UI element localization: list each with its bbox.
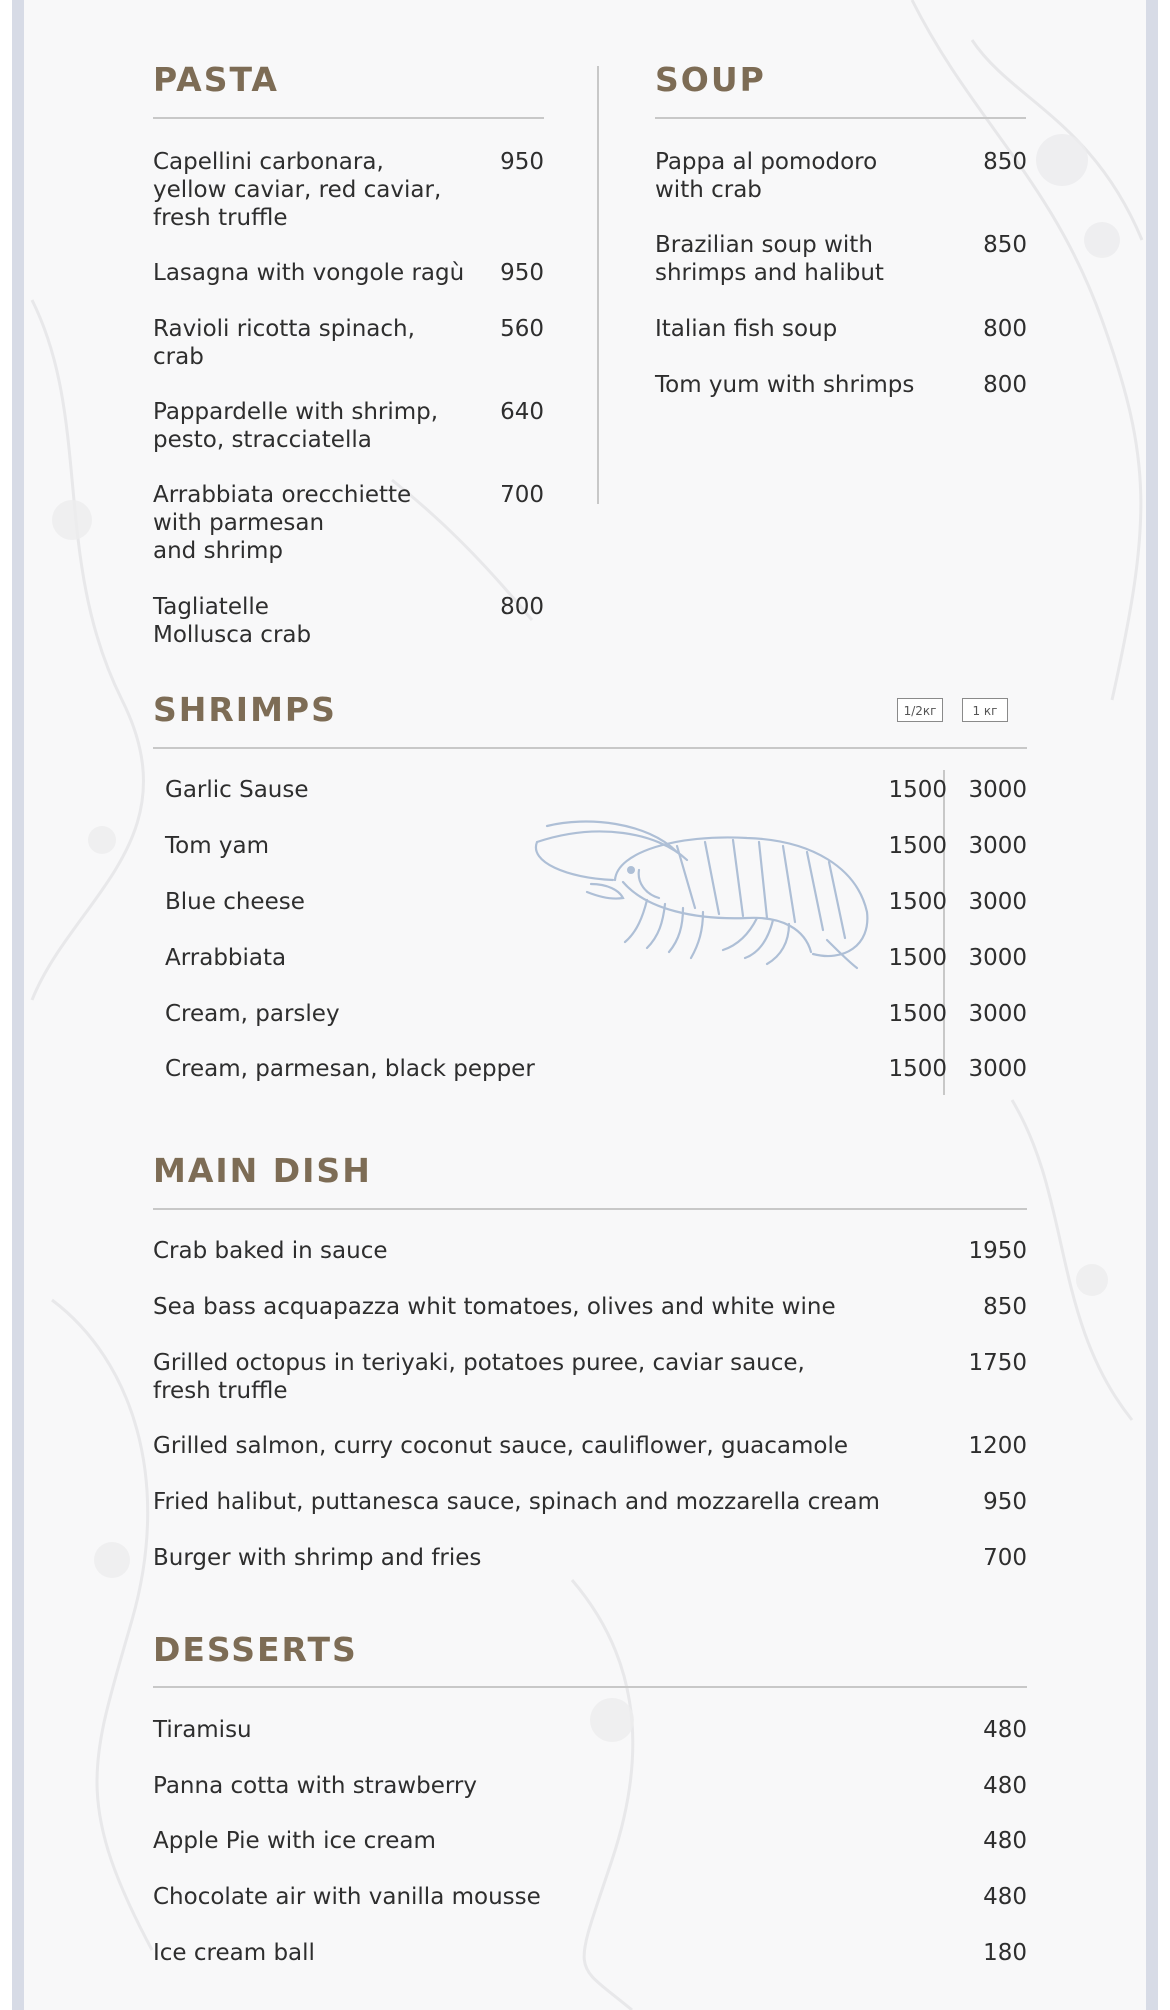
item-name: Blue cheese: [165, 889, 305, 915]
menu-item: [655, 371, 1027, 399]
menu-item: [655, 148, 1027, 204]
menu-item: [153, 1716, 1027, 1744]
item-name: Arrabbiata orecchiette with parmesan and shrimp: [153, 482, 412, 564]
price-half-kg: 1500: [888, 777, 947, 803]
item-name: Garlic Sause: [165, 777, 309, 803]
item-name: Ice cream ball: [153, 1940, 315, 1966]
item-name: Lasagna with vongole ragù: [153, 260, 465, 286]
shrimps-heading: SHRIMPS: [153, 690, 337, 729]
item-price: 800: [983, 372, 1027, 398]
item-price: 480: [983, 1717, 1027, 1743]
item-price: 1950: [968, 1238, 1027, 1264]
item-name: Apple Pie with ice cream: [153, 1828, 436, 1854]
pasta-divider: [153, 117, 544, 119]
item-name: Burger with shrimp and fries: [153, 1545, 482, 1571]
shrimp-row: [165, 944, 1027, 972]
item-name: Cream, parsley: [165, 1001, 340, 1027]
item-name: Tiramisu: [153, 1717, 252, 1743]
item-price: 480: [983, 1773, 1027, 1799]
soup-heading: SOUP: [655, 60, 766, 99]
item-name: Capellini carbonara, yellow caviar, red caviar, fresh truffle: [153, 149, 442, 231]
menu-item: [153, 1293, 1027, 1321]
item-name: Grilled salmon, curry coconut sauce, cauliflower, guacamole: [153, 1433, 849, 1459]
price-one-kg: 3000: [968, 1056, 1027, 1082]
item-name: Pappardelle with shrimp, pesto, stracciatella: [153, 399, 439, 453]
item-price: 800: [500, 594, 544, 620]
desserts-divider: [153, 1686, 1027, 1688]
item-name: Sea bass acquapazza whit tomatoes, olives and white wine: [153, 1294, 836, 1320]
column-divider: [597, 66, 599, 504]
shrimps-price-divider: [943, 770, 945, 1095]
menu-item: [153, 1237, 1027, 1265]
price-half-kg: 1500: [888, 945, 947, 971]
item-name: Tom yam: [165, 833, 270, 859]
menu-item: [655, 231, 1027, 287]
item-name: Chocolate air with vanilla mousse: [153, 1884, 541, 1910]
menu-item: [153, 1827, 1027, 1855]
item-price: 700: [500, 482, 544, 508]
shrimp-row: [165, 1055, 1027, 1083]
item-price: 1750: [968, 1350, 1027, 1376]
item-price: 850: [983, 1294, 1027, 1320]
price-half-kg: 1500: [888, 889, 947, 915]
item-name: Grilled octopus in teriyaki, potatoes puree, caviar sauce, fresh truffle: [153, 1350, 805, 1404]
item-name: Pappa al pomodoro with crab: [655, 149, 878, 203]
unit-one-kg: 1 кг: [962, 698, 1008, 722]
price-half-kg: 1500: [888, 1056, 947, 1082]
menu-item: [153, 593, 544, 649]
shrimps-divider: [153, 747, 1027, 749]
price-half-kg: 1500: [888, 1001, 947, 1027]
unit-half-kg: 1/2кг: [897, 698, 943, 722]
menu-item: [655, 315, 1027, 343]
item-name: Arrabbiata: [165, 945, 287, 971]
menu-item: [153, 315, 544, 371]
menu-page: [12, 0, 1158, 2010]
right-edge: [1146, 0, 1158, 2010]
shrimp-row: [165, 1000, 1027, 1028]
menu-item: [153, 1488, 1027, 1516]
price-half-kg: 1500: [888, 833, 947, 859]
item-name: Panna cotta with strawberry: [153, 1773, 477, 1799]
item-price: 640: [500, 399, 544, 425]
desserts-heading: DESSERTS: [153, 1630, 358, 1669]
menu-item: [153, 1772, 1027, 1800]
shrimp-row: [165, 776, 1027, 804]
item-price: 180: [983, 1940, 1027, 1966]
menu-item: [153, 1544, 1027, 1572]
item-name: Ravioli ricotta spinach, crab: [153, 316, 415, 370]
menu-item: [153, 1883, 1027, 1911]
shrimp-row: [165, 888, 1027, 916]
item-price: 950: [983, 1489, 1027, 1515]
price-one-kg: 3000: [968, 889, 1027, 915]
item-price: 800: [983, 316, 1027, 342]
item-name: Brazilian soup with shrimps and halibut: [655, 232, 884, 286]
item-price: 850: [983, 232, 1027, 258]
menu-item: [153, 148, 544, 232]
menu-item: [153, 481, 544, 565]
item-price: 850: [983, 149, 1027, 175]
item-name: Italian fish soup: [655, 316, 838, 342]
menu-item: [153, 398, 544, 454]
menu-item: [153, 1939, 1027, 1967]
item-price: 480: [983, 1828, 1027, 1854]
price-one-kg: 3000: [968, 833, 1027, 859]
item-price: 480: [983, 1884, 1027, 1910]
item-price: 950: [500, 260, 544, 286]
pasta-heading: PASTA: [153, 60, 279, 99]
soup-divider: [655, 117, 1026, 119]
item-name: Crab baked in sauce: [153, 1238, 388, 1264]
item-price: 700: [983, 1545, 1027, 1571]
main-dish-heading: MAIN DISH: [153, 1151, 372, 1190]
menu-item: [153, 1432, 1027, 1460]
item-name: Tom yum with shrimps: [655, 372, 915, 398]
item-name: Fried halibut, puttanesca sauce, spinach and mozzarella cream: [153, 1489, 880, 1515]
item-price: 950: [500, 149, 544, 175]
item-price: 560: [500, 316, 544, 342]
menu-item: [153, 1349, 1027, 1405]
main-dish-divider: [153, 1208, 1027, 1210]
price-one-kg: 3000: [968, 777, 1027, 803]
menu-item: [153, 259, 544, 287]
price-one-kg: 3000: [968, 1001, 1027, 1027]
left-edge: [12, 0, 24, 2010]
item-price: 1200: [968, 1433, 1027, 1459]
item-name: Cream, parmesan, black pepper: [165, 1056, 535, 1082]
price-one-kg: 3000: [968, 945, 1027, 971]
shrimp-row: [165, 832, 1027, 860]
item-name: Tagliatelle Mollusca crab: [153, 594, 312, 648]
